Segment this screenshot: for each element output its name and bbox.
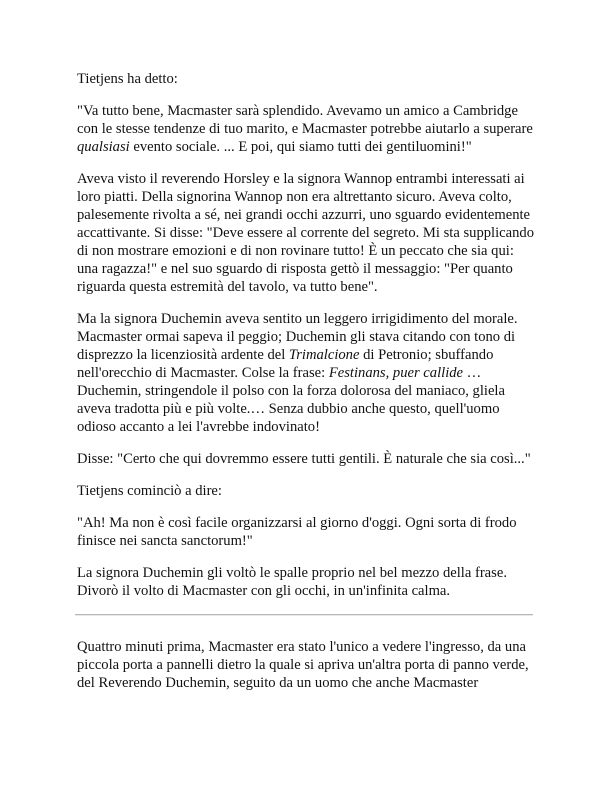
- italic-text: qualsiasi: [77, 139, 130, 155]
- paragraph: [77, 514, 537, 550]
- text-run: Tietjens cominciò a dire:: [77, 483, 222, 499]
- text-run: Ma la signora Duchemin aveva sentito un leggero irrigidimento del morale. Macmaster ormai sapeva il peggio; Duchemin gli stava citando con tono di disprezzo la licenziosità ardente del: [77, 311, 518, 363]
- paragraph: [77, 450, 537, 468]
- italic-text: Trimalcione: [288, 347, 360, 363]
- italic-text: Festinans, puer callide: [328, 365, 464, 381]
- text-run: evento sociale. ... E poi, qui siamo tutti dei gentiluomini!": [129, 139, 472, 155]
- text-run: "Va tutto bene, Macmaster sarà splendido. Avevamo un amico a Cambridge con le stesse tendenze di tuo marito, e Macmaster potrebbe aiutarlo a superare: [77, 103, 533, 137]
- section-divider: [75, 614, 533, 616]
- text-run: "Ah! Ma non è così facile organizzarsi al giorno d'oggi. Ogni sorta di frodo finisce nei sancta sanctorum!": [77, 515, 517, 549]
- paragraph: [77, 310, 537, 436]
- paragraph: [77, 102, 537, 156]
- document-page: [77, 70, 537, 706]
- text-run: La signora Duchemin gli voltò le spalle proprio nel bel mezzo della frase. Divorò il volto di Macmaster con gli occhi, in un'infinita calma.: [77, 565, 507, 599]
- paragraph: [77, 638, 537, 692]
- text-section-main: [77, 70, 537, 600]
- text-run: Disse: "Certo che qui dovremmo essere tutti gentili. È naturale che sia così...": [77, 451, 531, 467]
- text-run: … Duchemin, stringendole il polso con la forza dolorosa del maniaco, gliela aveva tradotta più e più volte.… Senza dubbio anche questo, quell'uomo odioso accanto a lei l'avrebbe indovinato!: [77, 365, 505, 435]
- paragraph: [77, 170, 537, 296]
- text-run: Tietjens ha detto:: [77, 71, 178, 87]
- text-run: Aveva visto il reverendo Horsley e la signora Wannop entrambi interessati ai loro piatti. Della signorina Wannop non era altrettanto sicuro. Aveva colto, palesemente rivolta a sé, nei grandi occhi azzurri, uno sguardo evidentemente accattivante. Si disse: "Deve essere al corrente del segreto. Mi sta supplicando di non mostrare emozioni e di non rovinare tutto! È un peccato che sia qui: una ragazza!" e nel suo sguardo di risposta gettò il messaggio: "Per quanto riguarda questa estremità del tavolo, va tutto bene".: [77, 171, 534, 295]
- paragraph: [77, 564, 537, 600]
- paragraph: [77, 70, 537, 88]
- paragraph: [77, 482, 537, 500]
- text-run: di Petronio; sbuffando nell'orecchio di Macmaster. Colse la frase:: [77, 347, 494, 381]
- text-section-continued: [77, 638, 537, 692]
- text-run: Quattro minuti prima, Macmaster era stato l'unico a vedere l'ingresso, da una piccola porta a pannelli dietro la quale si apriva un'altra porta di panno verde, del Reverendo Duchemin, seguito da un uomo che anche Macmaster: [77, 639, 529, 691]
